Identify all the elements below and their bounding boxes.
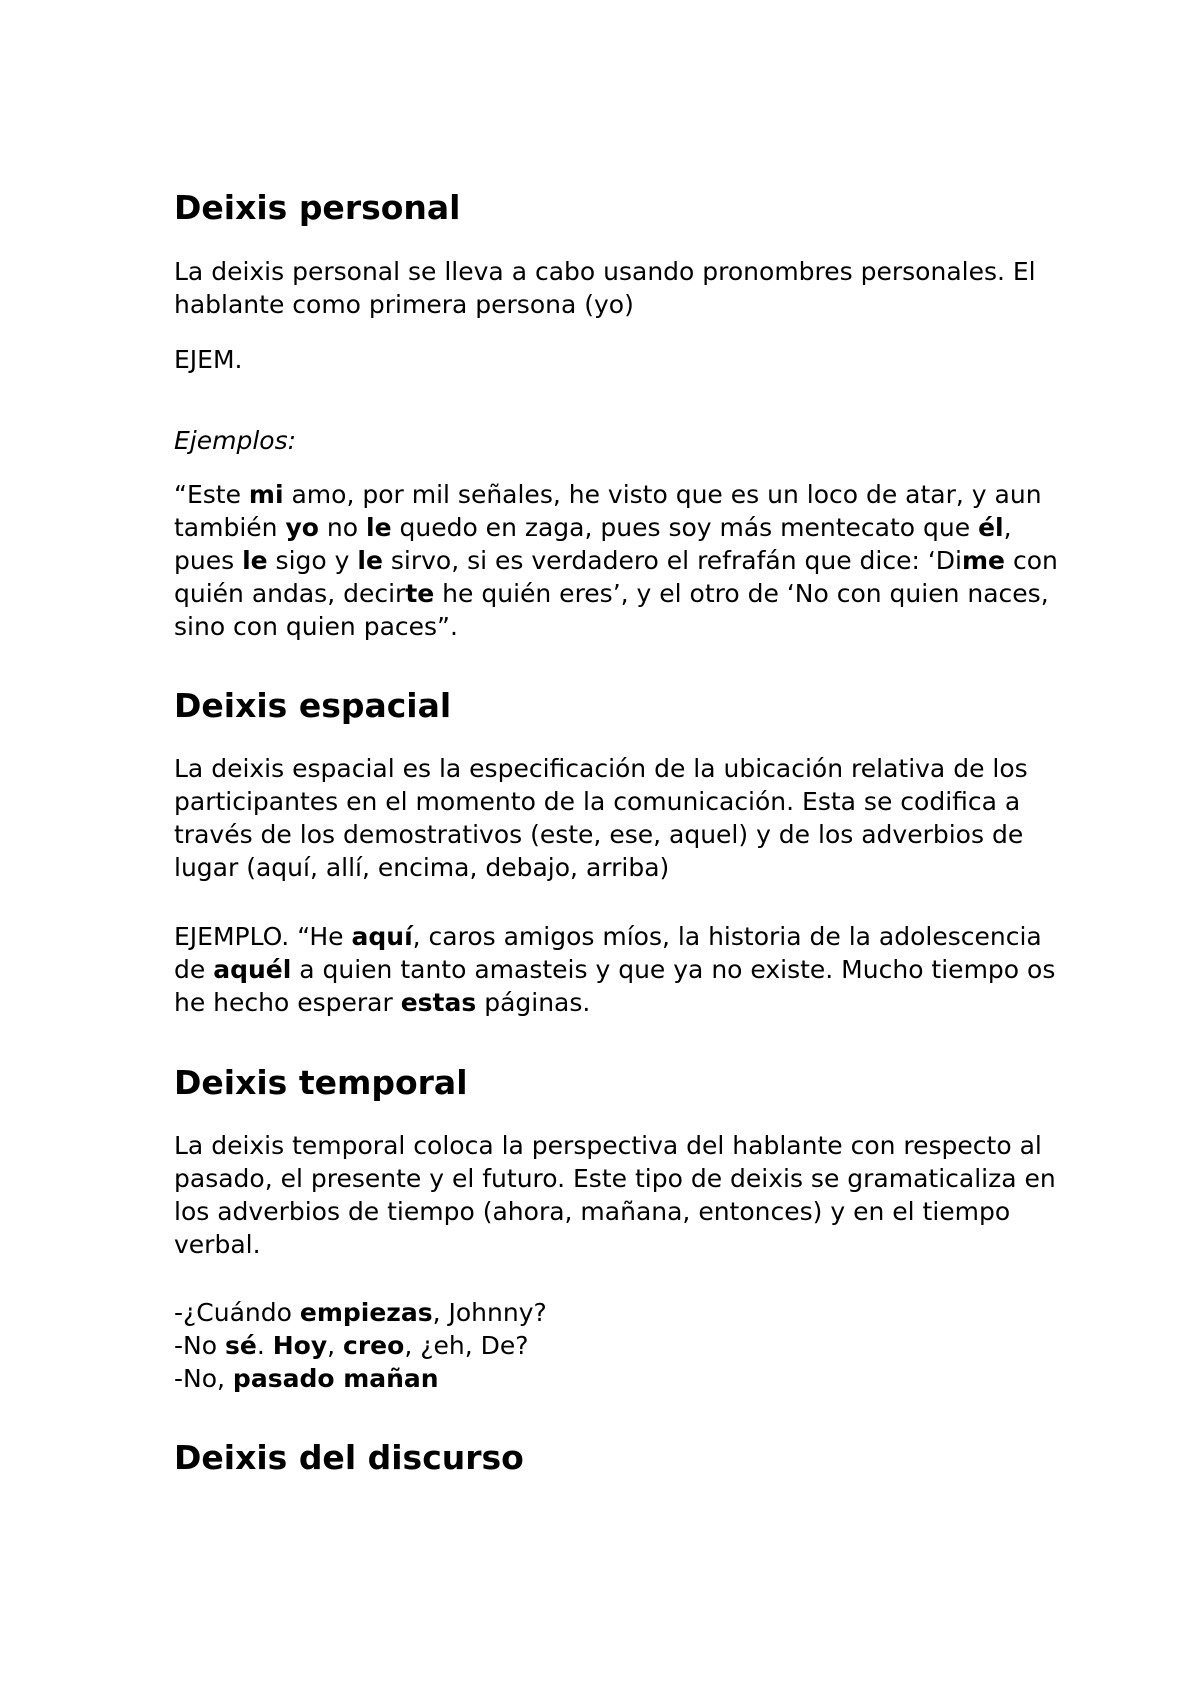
ejem-label: EJEM. (174, 345, 243, 374)
dialogue-text: , Johnny? (432, 1298, 547, 1327)
quote-text: “Este (174, 480, 249, 509)
dialogue-text: , ¿eh, De? (404, 1331, 529, 1360)
section-heading-espacial: Deixis espacial (174, 686, 452, 725)
dialogue-bold: Hoy (272, 1331, 328, 1360)
personal-quote (174, 478, 1074, 643)
quote-text: , pues (174, 513, 1012, 575)
dialogue-bold: empiezas (299, 1298, 433, 1327)
quote-bold: él (978, 513, 1004, 542)
example-text: páginas. (476, 988, 591, 1017)
personal-paragraph: La deixis personal se lleva a cabo usando pronombres personales. El hablante como primera persona (yo) (174, 257, 1036, 319)
dialogue-text: -¿Cuándo (174, 1298, 300, 1327)
temporal-paragraph: La deixis temporal coloca la perspectiva del hablante con respecto al pasado, el presente y el futuro. Este tipo de deixis se gramaticaliza en los adverbios de tiempo (ahora, mañana, entonces) y en el tiempo verbal. (174, 1131, 1056, 1259)
quote-text: he quién eres’, y el otro de ‘No con quien naces, sino con quien paces”. (174, 579, 1049, 641)
quote-bold: me (962, 546, 1006, 575)
dialogue-text: -No (174, 1331, 225, 1360)
section-heading-discurso: Deixis del discurso (174, 1438, 524, 1477)
quote-text: sirvo, si es verdadero el refrafán que dice: ‘Di (382, 546, 962, 575)
quote-bold: te (405, 579, 435, 608)
quote-text: no (318, 513, 366, 542)
example-text: , caros amigos míos, la historia de la adolescencia de (174, 922, 1042, 984)
dialogue-text: , (327, 1331, 344, 1360)
quote-bold: mi (248, 480, 284, 509)
quote-text: sigo y (267, 546, 358, 575)
examples-label: Ejemplos: (174, 426, 297, 455)
dialogue-line (174, 1296, 1074, 1329)
dialogue-line (174, 1362, 1074, 1395)
section-heading-temporal: Deixis temporal (174, 1063, 468, 1102)
quote-bold: le (242, 546, 268, 575)
example-text: a quien tanto amasteis y que ya no existe. Mucho tiempo os he hecho esperar (174, 955, 1056, 1017)
espacial-paragraph: La deixis espacial es la especificación de la ubicación relativa de los participantes en el momento de la comunicación. Esta se codifica a través de los demostrativos (este, ese, aquel) y de los adverbios de lugar (aquí, allí, encima, debajo, arriba) (174, 754, 1028, 882)
dialogue-bold: pasado mañan (232, 1364, 439, 1393)
example-text: EJEMPLO. “He (174, 922, 352, 951)
dialogue-text: -No, (174, 1364, 233, 1393)
example-bold: aquí (351, 922, 413, 951)
example-bold: aquél (213, 955, 292, 984)
section-heading-personal: Deixis personal (174, 188, 461, 227)
dialogue-bold: creo (343, 1331, 405, 1360)
quote-text: quedo en zaga, pues soy más mentecato que (391, 513, 979, 542)
temporal-dialogue (174, 1296, 1074, 1395)
dialogue-bold: sé (224, 1331, 257, 1360)
quote-bold: yo (285, 513, 319, 542)
dialogue-line (174, 1329, 1074, 1362)
espacial-example (174, 920, 1074, 1019)
quote-bold: le (366, 513, 392, 542)
example-bold: estas (400, 988, 477, 1017)
quote-text: amo, por mil señales, he visto que es un loco de atar, y aun también (174, 480, 1042, 542)
dialogue-text: . (256, 1331, 273, 1360)
quote-bold: le (357, 546, 383, 575)
quote-text: con quién andas, decir (174, 546, 1058, 608)
